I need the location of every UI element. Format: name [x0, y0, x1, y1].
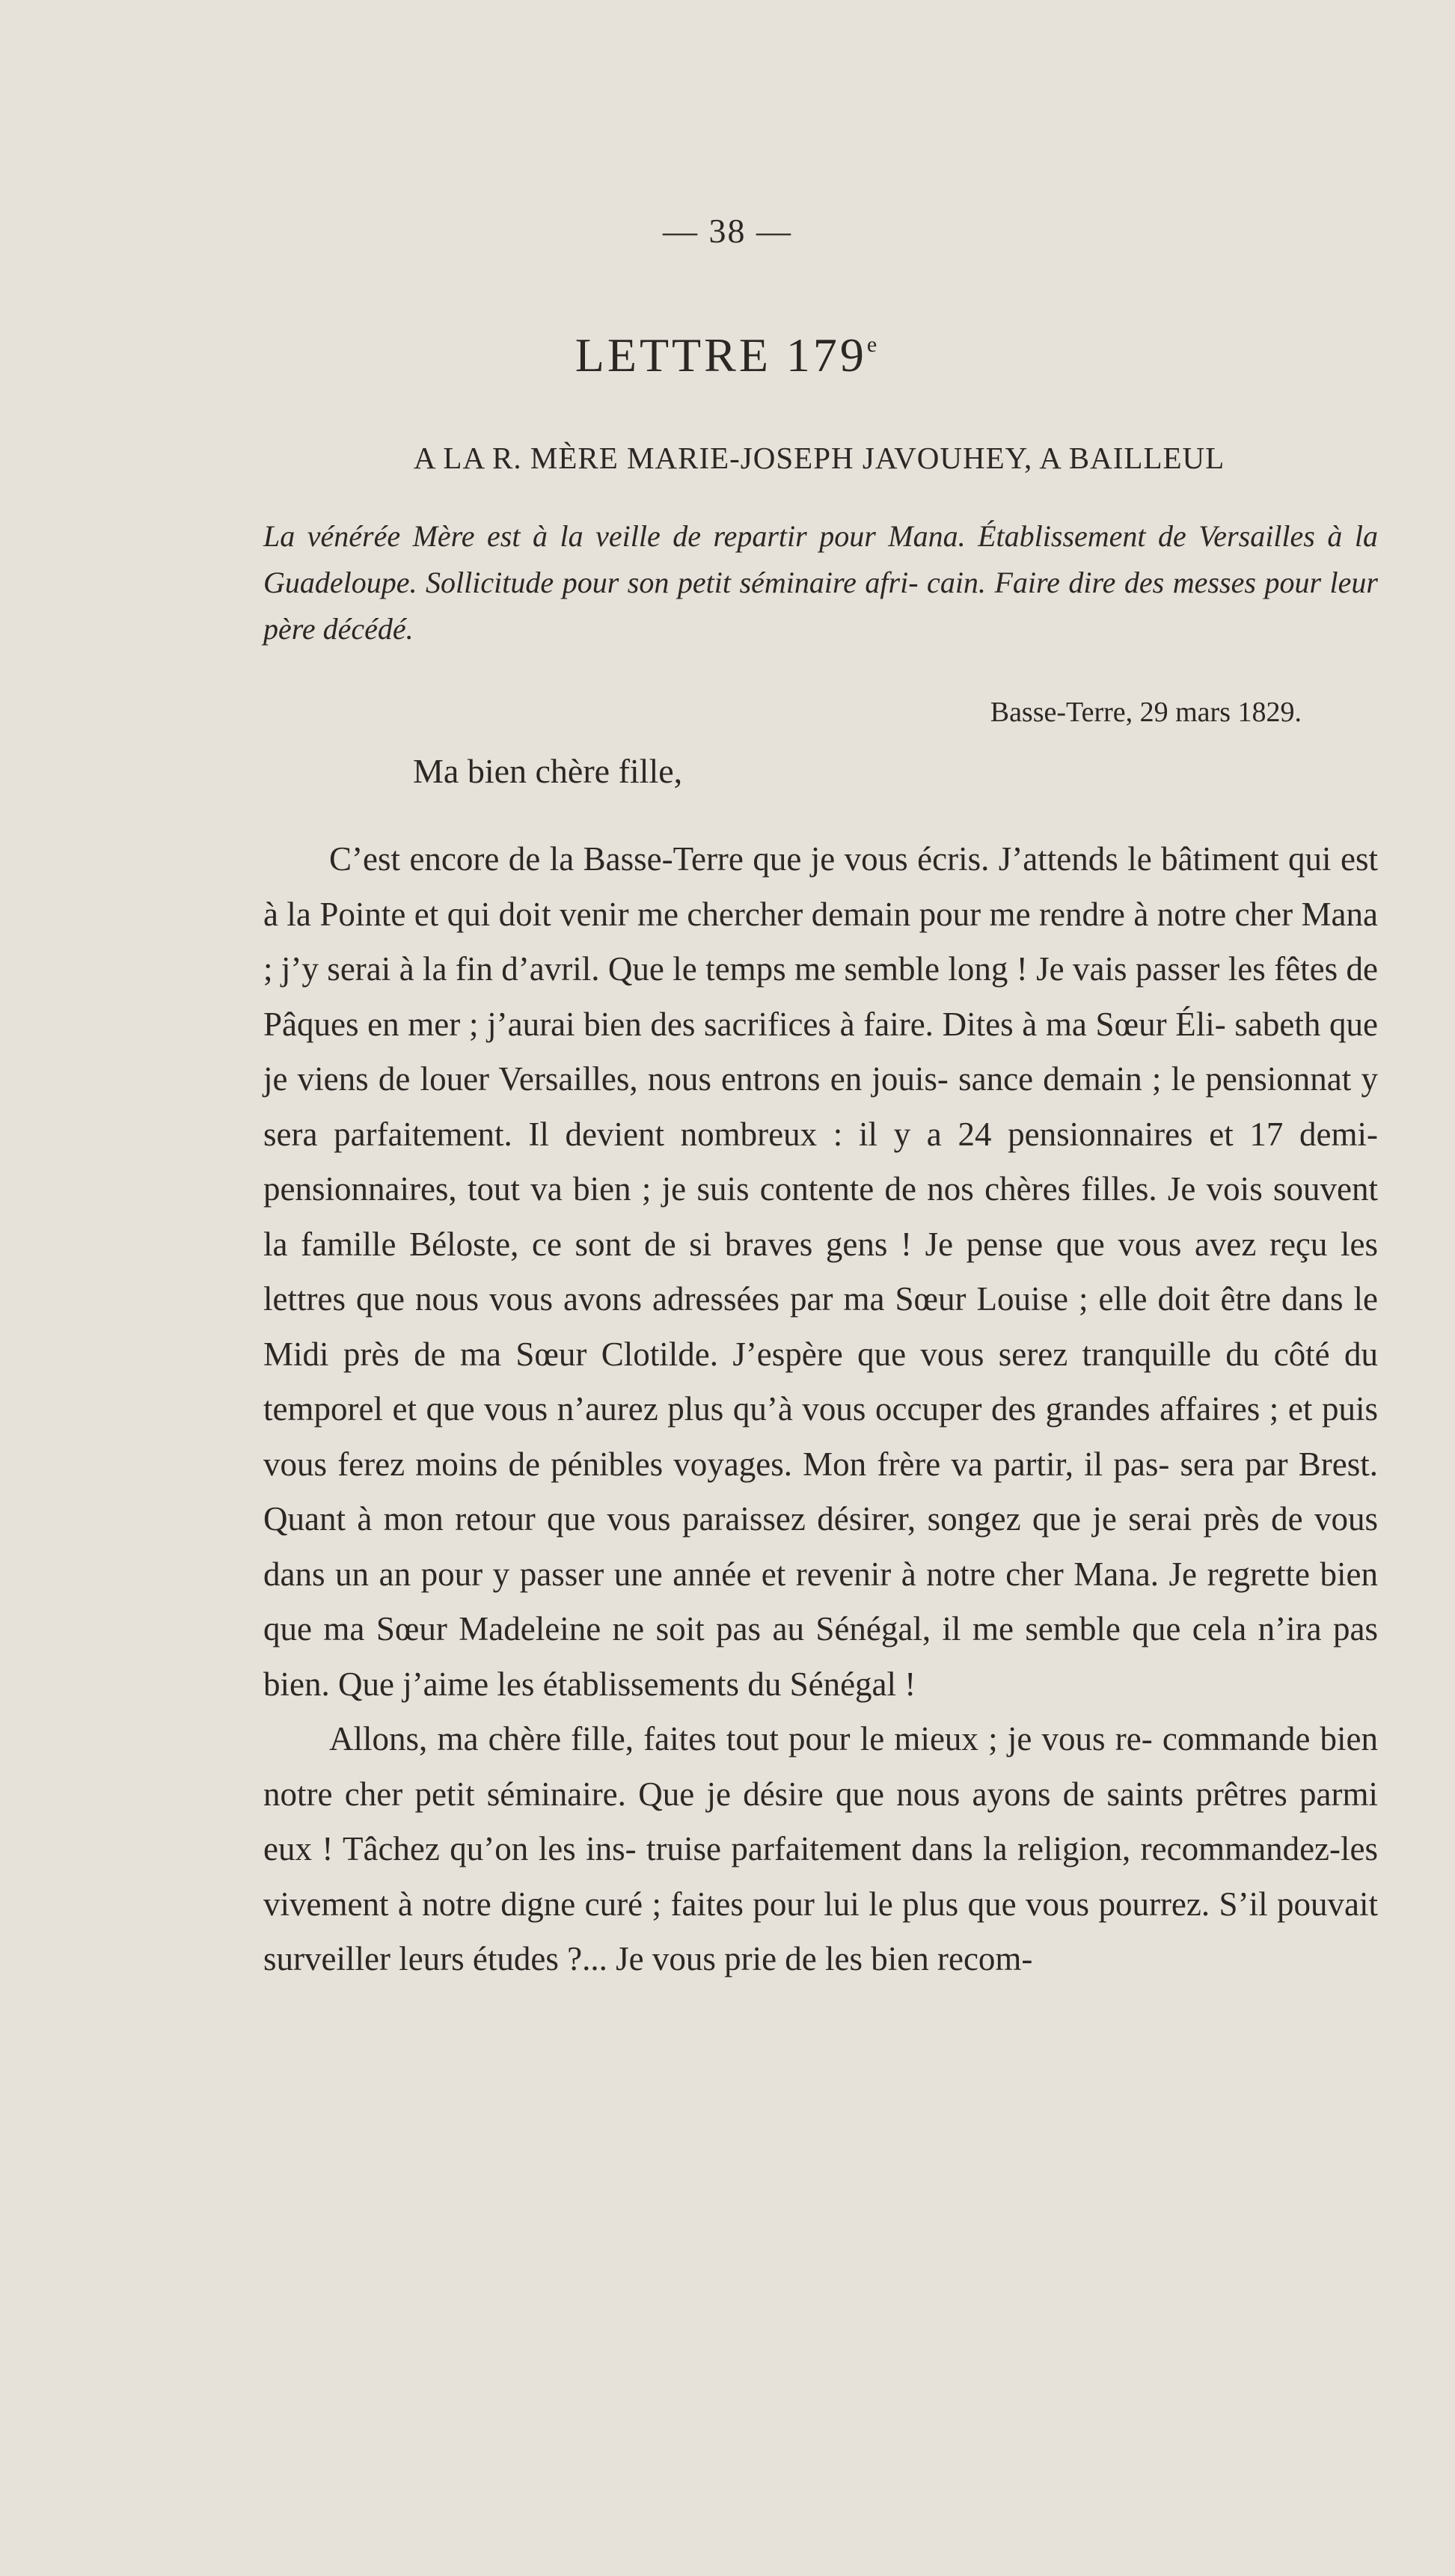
body-paragraph-2: Allons, ma chère fille, faites tout pour le mieux ; je vous re- commande bien notre cher petit séminaire. Que je désire que nous ayons de saints prêtres parmi eux ! Tâchez qu’on les ins- truise parfaitement dans la religion, recommandez-les vivement à notre digne curé ; faites pour lui le plus que vous pourrez. S’il pouvait surveiller leurs études ?... Je vous prie de les bien recom- [263, 1720, 1378, 1977]
letter-title [0, 328, 1455, 383]
letter-recipient: A LA R. MÈRE MARIE-JOSEPH JAVOUHEY, A BAILLEUL [413, 441, 1225, 475]
place-date: Basse-Terre, 29 mars 1829. [990, 697, 1302, 728]
letter-summary: La vénérée Mère est à la veille de repartir pour Mana. Établissement de Versailles à la Guadeloupe. Sollicitude pour son petit séminaire afri- cain. Faire dire des messes pour leur père décédé. [263, 519, 1378, 646]
page-number: — 38 — [663, 212, 792, 250]
body-paragraph-1: C’est encore de la Basse-Terre que je vous écris. J’attends le bâtiment qui est à la Pointe et qui doit venir me chercher demain pour me rendre à notre cher Mana ; j’y serai à la fin d’avril. Que le temps me semble long ! Je vais passer les fêtes de Pâques en mer ; j’aurai bien des sacrifices à faire. Dites à ma Sœur Éli- sabeth que je viens de louer Versailles, nous entrons en jouis- sance demain ; le pensionnat y sera parfaitement. Il devient nombreux : il y a 24 pensionnaires et 17 demi-pensionnaires, tout va bien ; je suis contente de nos chères filles. Je vois souvent la famille Béloste, ce sont de si braves gens ! Je pense que vous avez reçu les lettres que nous vous avons adressées par ma Sœur Louise ; elle doit être dans le Midi près de ma Sœur Clotilde. J’espère que vous serez tranquille du côté du temporel et que vous n’aurez plus qu’à vous occuper des grandes affaires ; et puis vous ferez moins de pénibles voyages. Mon frère va partir, il pas- sera par Brest. Quant à mon retour que vous paraissez désirer, songez que je serai près de vous dans un an pour y passer une année et revenir à notre cher Mana. Je regrette bien que ma Sœur Madeleine ne soit pas au Sénégal, il me semble que cela n’ira pas bien. Que j’aime les établissements du Sénégal ! [263, 840, 1378, 1703]
letter-body [263, 832, 1378, 1987]
letter-title-text: LETTRE 179 [575, 328, 867, 382]
letter-title-suffix: e [866, 332, 880, 357]
salutation: Ma bien chère fille, [413, 752, 683, 790]
